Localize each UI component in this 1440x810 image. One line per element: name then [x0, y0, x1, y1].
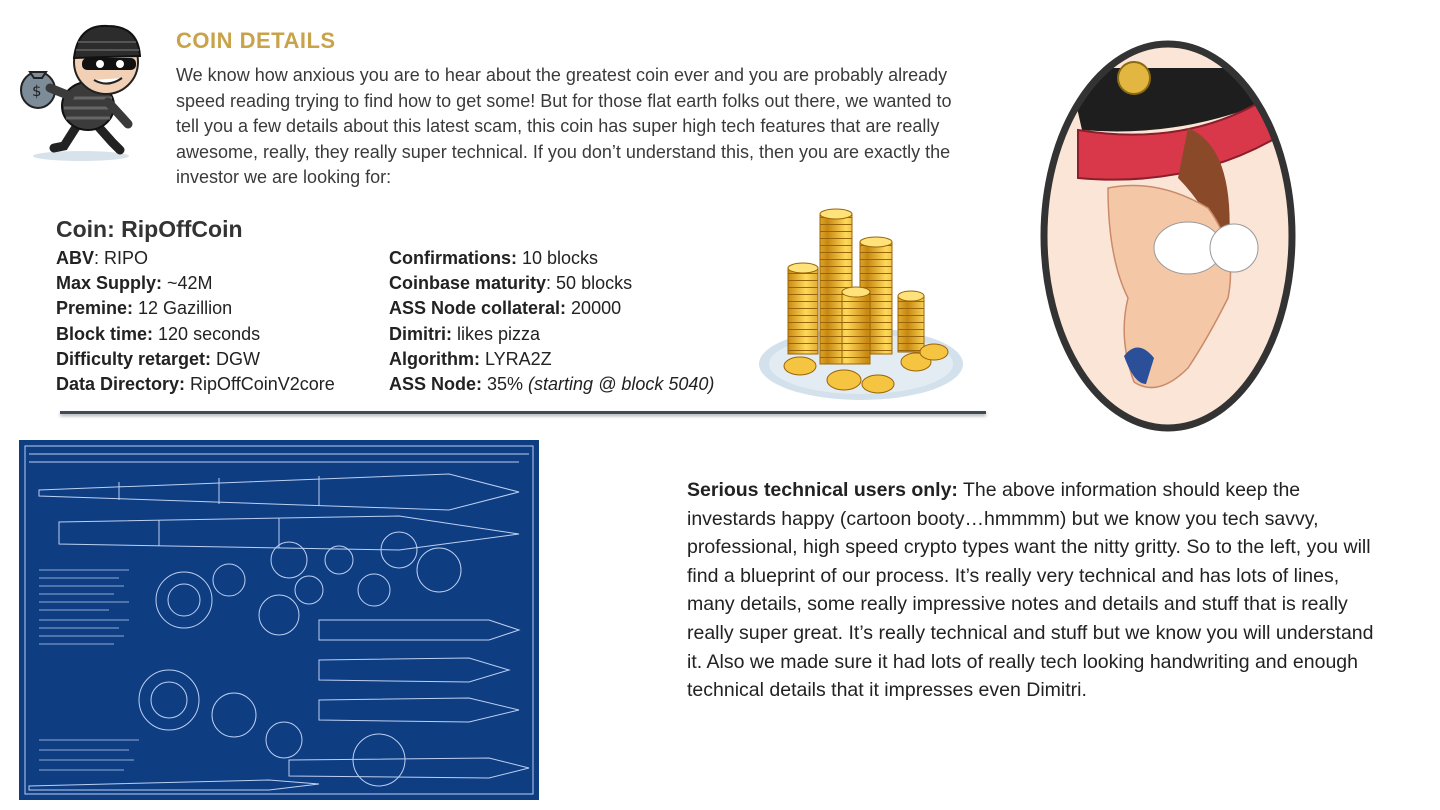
spec-value: 35% [482, 374, 529, 395]
section-divider [60, 411, 986, 414]
spec-label: ASS Node collateral: [389, 298, 567, 319]
spec-row-block-time [56, 322, 335, 347]
spec-row-coinbase-maturity [389, 271, 714, 296]
spec-value: DGW [211, 348, 261, 369]
spec-label: Max Supply: [56, 273, 163, 294]
thief-cartoon-icon [16, 14, 166, 164]
spec-row-premine [56, 296, 335, 321]
spec-row-algorithm [389, 347, 714, 372]
serious-text: The above information should keep the investards happy (cartoon booty…hmmmm) but we know you tech savvy, professional, high speed crypto types want the nitty gritty. So to the left, you will find a blueprint of our process. It’s really very technical and has lots of lines, many details, some really impressive notes and details and stuff that is really really super great. It’s really technical and stuff but we know you will understand it. Also we made sure it had lots of really tech looking handwriting and enough technical details that it impresses even Dimitri. [687, 479, 1374, 702]
rocket-blueprint-image [19, 440, 539, 800]
serious-label: Serious technical users only: [687, 479, 958, 501]
gold-coin-stacks-icon [748, 204, 974, 408]
spec-row-dimitri [389, 322, 714, 347]
spec-label: Dimitri: [389, 323, 452, 344]
spec-label: ASS Node: [389, 374, 483, 395]
spec-value: ~42M [162, 273, 213, 294]
spec-row-ass-node [389, 372, 714, 397]
spec-value: RipOffCoinV2core [185, 374, 335, 395]
serious-users-paragraph [687, 476, 1387, 705]
spec-label: Premine: [56, 298, 134, 319]
spec-value: 12 Gazillion [133, 298, 233, 319]
spec-row-data-directory [56, 372, 335, 397]
spec-label: Coinbase maturity [389, 273, 547, 294]
spec-row-difficulty [56, 347, 335, 372]
spec-label: Difficulty retarget: [56, 348, 212, 369]
spec-label: Block time: [56, 323, 154, 344]
spec-value: : 50 blocks [546, 273, 633, 294]
spec-label: Algorithm: [389, 348, 480, 369]
spec-label: Data Directory: [56, 374, 186, 395]
page-title: COIN DETAILS [176, 28, 336, 53]
coin-specs-left [56, 246, 335, 397]
spec-row-confirmations [389, 246, 714, 271]
cartoon-figure-oval-image [1038, 38, 1298, 434]
spec-label: Confirmations: [389, 248, 517, 268]
spec-label: ABV [56, 248, 95, 268]
spec-row-abv [56, 246, 335, 271]
svg-text:$: $ [32, 82, 42, 100]
spec-value: 10 blocks [517, 248, 599, 268]
spec-value: likes pizza [452, 323, 541, 344]
coin-name-heading: Coin: RipOffCoin [56, 216, 243, 242]
coin-specs-right [389, 246, 714, 397]
intro-paragraph: We know how anxious you are to hear about the greatest coin ever and you are probably already speed reading trying to find how to get some! But for those flat earth folks out there, we wanted to tell you a few details about this latest scam, this coin has super high tech features that are really awesome, really, they really super technical. If you don’t understand this, then you are exactly the investor we are looking for: [176, 65, 952, 187]
spec-value: LYRA2Z [479, 348, 552, 369]
spec-value: 120 seconds [153, 323, 261, 344]
spec-row-node-collateral [389, 296, 714, 321]
spec-note: (starting @ block 5040) [528, 374, 715, 395]
spec-value: : RIPO [94, 248, 149, 268]
spec-value: 20000 [566, 298, 622, 319]
spec-row-max-supply [56, 271, 335, 296]
